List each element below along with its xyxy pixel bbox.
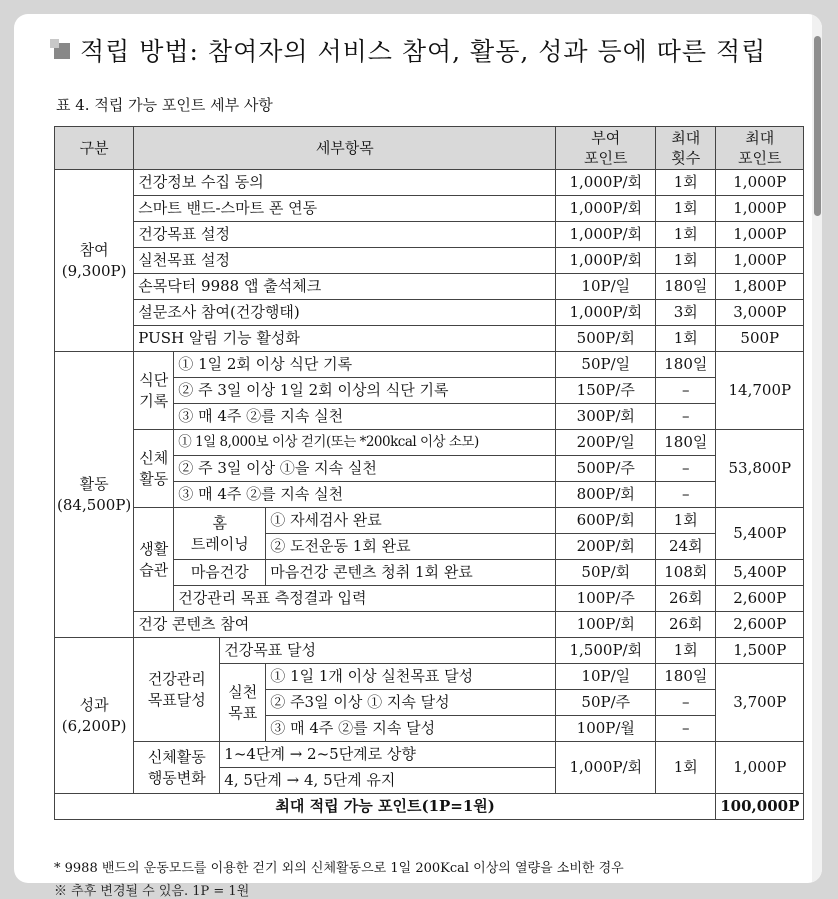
cell-text: 건강관리 — [147, 669, 206, 688]
table-cell: 1회 — [656, 222, 716, 248]
table-cell: ② 주3일 이상 ① 지속 달성 — [266, 690, 556, 716]
header-category: 구분 — [55, 127, 134, 170]
table-row — [55, 170, 804, 196]
table-cell: 3,000P — [716, 300, 804, 326]
cell-text: 최대 — [745, 129, 775, 147]
table-cell: 1,000P/회 — [556, 170, 656, 196]
header-detail: 세부항목 — [134, 127, 556, 170]
total-row — [55, 794, 804, 820]
table-cell: 50P/주 — [556, 690, 656, 716]
table-cell: 180일 — [656, 664, 716, 690]
table-cell: 스마트 밴드-스마트 폰 연동 — [134, 196, 556, 222]
table-cell: 180일 — [656, 352, 716, 378]
subcategory-practice — [220, 664, 266, 742]
header-max — [716, 127, 804, 170]
table-cell: 마음건강 콘텐츠 청취 1회 완료 — [266, 560, 556, 586]
table-cell: – — [656, 404, 716, 430]
subcategory-diet — [134, 352, 174, 430]
table-cell: 10P/일 — [556, 664, 656, 690]
table-cell: ① 1일 1개 이상 실천목표 달성 — [266, 664, 556, 690]
header-count — [656, 127, 716, 170]
cell-text: 목표달성 — [147, 690, 206, 709]
table-row — [55, 274, 804, 300]
table-cell: ③ 매 4주 ②를 지속 달성 — [266, 716, 556, 742]
table-row — [55, 742, 804, 768]
cell-text: 부여 — [591, 129, 621, 147]
table-cell: ② 주 3일 이상 1일 2회 이상의 식단 기록 — [174, 378, 556, 404]
table-cell: 1,800P — [716, 274, 804, 300]
table-cell: 500P/주 — [556, 456, 656, 482]
subcategory-physical — [134, 430, 174, 508]
table-cell: – — [656, 690, 716, 716]
table-cell: 1,000P/회 — [556, 742, 656, 794]
table-cell: 건강목표 달성 — [220, 638, 556, 664]
table-cell: 3회 — [656, 300, 716, 326]
table-row — [55, 326, 804, 352]
table-cell: 설문조사 참여(건강행태) — [134, 300, 556, 326]
table-cell: 1회 — [656, 196, 716, 222]
table-cell: 1회 — [656, 638, 716, 664]
table-cell: 1회 — [656, 326, 716, 352]
table-cell: 건강목표 설정 — [134, 222, 556, 248]
table-cell: 2,600P — [716, 612, 804, 638]
cell-text: 신체 — [139, 448, 169, 467]
table-cell: 50P/회 — [556, 560, 656, 586]
cell-text: 트레이닝 — [190, 534, 249, 553]
table-cell: 26회 — [656, 612, 716, 638]
table-cell: 1,000P/회 — [556, 300, 656, 326]
table-cell: ① 자세검사 완료 — [266, 508, 556, 534]
table-cell: – — [656, 378, 716, 404]
heading-text: 적립 방법: 참여자의 서비스 참여, 활동, 성과 등에 따른 적립 — [80, 37, 767, 66]
cell-text: 습관 — [139, 560, 169, 579]
table-cell: 1,000P — [716, 248, 804, 274]
cell-text: 횟수 — [671, 149, 701, 167]
table-cell: ③ 매 4주 ②를 지속 실천 — [174, 404, 556, 430]
cell-text: 행동변화 — [147, 768, 206, 787]
table-cell: 건강 콘텐츠 참여 — [134, 612, 556, 638]
table-cell: 300P/회 — [556, 404, 656, 430]
table-row — [55, 508, 804, 534]
table-cell: 500P/회 — [556, 326, 656, 352]
table-cell: 2,600P — [716, 586, 804, 612]
cell-text: 성과 — [79, 695, 109, 714]
table-cell: ② 주 3일 이상 ①을 지속 실천 — [174, 456, 556, 482]
table-row — [55, 222, 804, 248]
table-cell: 1,500P — [716, 638, 804, 664]
header-points — [556, 127, 656, 170]
table-cell: 1회 — [656, 742, 716, 794]
table-cell: 실천목표 설정 — [134, 248, 556, 274]
square-bullet-icon — [54, 43, 70, 59]
table-cell: 150P/주 — [556, 378, 656, 404]
table-cell: 1,000P/회 — [556, 248, 656, 274]
table-cell: 1,000P — [716, 222, 804, 248]
table-row — [55, 300, 804, 326]
table-cell: 4, 5단계 → 4, 5단계 유지 — [220, 768, 556, 794]
table-cell: 600P/회 — [556, 508, 656, 534]
table-row — [55, 352, 804, 378]
cell-text: 활동 — [139, 469, 169, 488]
table-cell: ① 1일 8,000보 이상 걷기(또는 *200kcal 이상 소모) — [174, 430, 556, 456]
table-cell: – — [656, 716, 716, 742]
cell-text: 식단 — [139, 370, 169, 389]
table-cell: 1,000P — [716, 196, 804, 222]
table-cell: 26회 — [656, 586, 716, 612]
table-cell: 200P/회 — [556, 534, 656, 560]
table-cell: 53,800P — [716, 430, 804, 508]
cell-text: (84,500P) — [57, 495, 132, 514]
table-cell: ③ 매 4주 ②를 지속 실천 — [174, 482, 556, 508]
table-row — [55, 612, 804, 638]
table-cell: – — [656, 482, 716, 508]
cell-text: (6,200P) — [61, 716, 127, 735]
table-cell: 1,000P/회 — [556, 222, 656, 248]
table-cell: 1,000P/회 — [556, 196, 656, 222]
table-cell: 1,500P/회 — [556, 638, 656, 664]
scrollbar[interactable] — [812, 14, 822, 883]
total-label: 최대 적립 가능 포인트(1P=1원) — [55, 794, 716, 820]
document-page — [14, 14, 822, 883]
table-cell: 건강관리 목표 측정결과 입력 — [174, 586, 556, 612]
table-row — [55, 430, 804, 456]
table-header-row — [55, 127, 804, 170]
subcategory-home-training — [174, 508, 266, 560]
table-cell: 50P/일 — [556, 352, 656, 378]
table-cell: 손목닥터 9988 앱 출석체크 — [134, 274, 556, 300]
table-row — [55, 248, 804, 274]
scrollbar-thumb[interactable] — [814, 36, 821, 216]
table-cell: 100P/월 — [556, 716, 656, 742]
cell-text: 최대 — [671, 129, 701, 147]
table-cell: 800P/회 — [556, 482, 656, 508]
cell-text: 참여 — [79, 240, 109, 259]
table-cell: 1,000P — [716, 742, 804, 794]
table-cell: 24회 — [656, 534, 716, 560]
footnote-kcal: * 9988 밴드의 운동모드를 이용한 걷기 외의 신체활동으로 1일 200Kcal 이상의 열량을 소비한 경우 — [54, 861, 624, 876]
cell-text: (9,300P) — [61, 261, 127, 280]
subcategory-mind: 마음건강 — [174, 560, 266, 586]
table-row — [55, 638, 804, 664]
category-performance — [55, 638, 134, 794]
table-cell: 10P/일 — [556, 274, 656, 300]
page-heading — [54, 32, 766, 68]
cell-text: 신체활동 — [147, 747, 206, 766]
cell-text: 실천 — [228, 682, 258, 701]
table-cell: 14,700P — [716, 352, 804, 430]
table-cell: ① 1일 2회 이상 식단 기록 — [174, 352, 556, 378]
table-cell: 100P/주 — [556, 586, 656, 612]
cell-text: 목표 — [228, 703, 258, 722]
cell-text: 생활 — [139, 539, 169, 558]
category-participation — [55, 170, 134, 352]
table-row — [55, 196, 804, 222]
footnote-change: ※ 추후 변경될 수 있음. 1P = 1원 — [54, 884, 250, 899]
points-table — [54, 126, 804, 820]
table-cell: PUSH 알림 기능 활성화 — [134, 326, 556, 352]
table-caption: 표 4. 적립 가능 포인트 세부 사항 — [56, 96, 273, 114]
subcategory-behavior-change — [134, 742, 220, 794]
cell-text: 홈 — [212, 513, 228, 532]
table-cell: 180일 — [656, 274, 716, 300]
table-cell: ② 도전운동 1회 완료 — [266, 534, 556, 560]
table-cell: 500P — [716, 326, 804, 352]
table-cell: 180일 — [656, 430, 716, 456]
category-activity — [55, 352, 134, 638]
table-cell: 1,000P — [716, 170, 804, 196]
table-cell: 1~4단계 → 2~5단계로 상향 — [220, 742, 556, 768]
table-cell: – — [656, 456, 716, 482]
subcategory-goal — [134, 638, 220, 742]
subcategory-lifestyle — [134, 508, 174, 612]
table-cell: 1회 — [656, 508, 716, 534]
table-cell: 5,400P — [716, 508, 804, 560]
table-cell: 108회 — [656, 560, 716, 586]
table-cell: 200P/일 — [556, 430, 656, 456]
table-cell: 5,400P — [716, 560, 804, 586]
table-cell: 1회 — [656, 170, 716, 196]
cell-text: 기록 — [139, 391, 169, 410]
table-cell: 100P/회 — [556, 612, 656, 638]
table-cell: 1회 — [656, 248, 716, 274]
cell-text: 포인트 — [738, 149, 782, 167]
table-cell: 3,700P — [716, 664, 804, 742]
table-cell: 건강정보 수집 동의 — [134, 170, 556, 196]
cell-text: 활동 — [79, 474, 109, 493]
cell-text: 포인트 — [584, 149, 628, 167]
total-value: 100,000P — [716, 794, 804, 820]
